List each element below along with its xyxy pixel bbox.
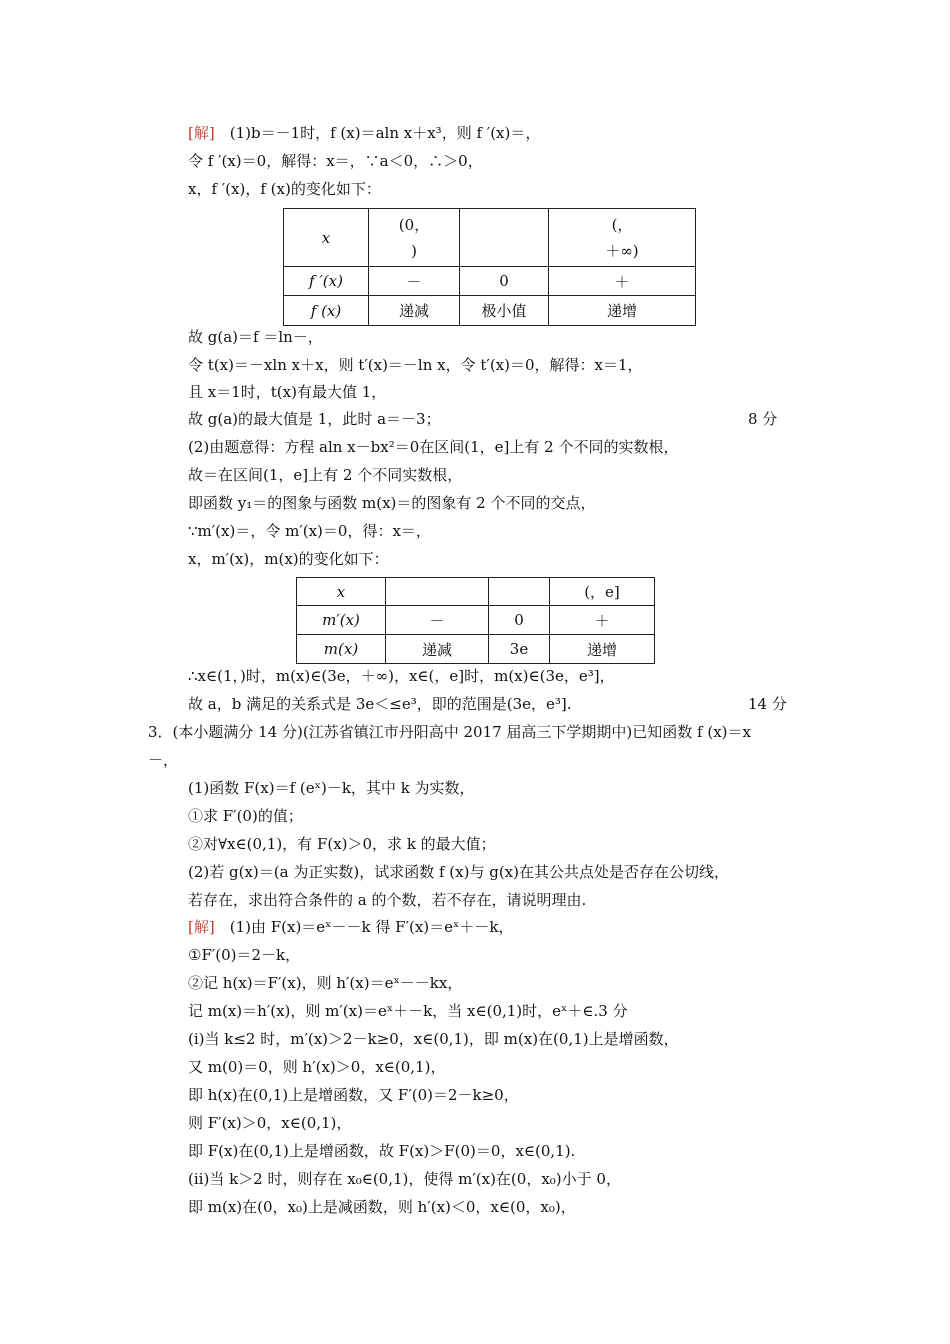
table-cell: f (x) [284,296,369,326]
solution-text: (1)由 F(x)＝eˣ－－k 得 F′(x)＝eˣ＋－k， [214,918,514,936]
solution-tag: [解] [188,124,215,142]
table-cell: 0 [460,267,549,296]
question-line: (1)函数 F(x)＝f (eˣ)－k，其中 k 为实数， [188,779,475,797]
question-3-heading-cont: －， [148,751,179,769]
solution-line-3: x，f ′(x)，f (x)的变化如下： [188,180,381,198]
table-cell: － [386,606,489,635]
table-row [297,578,655,606]
table-row [297,635,655,664]
solution-text: (1)b＝－1时，f (x)＝aln x＋x³，则 f ′(x)＝， [214,124,541,142]
question-line: (2)若 g(x)＝(a 为正实数)，试求函数 f (x)与 g(x)在其公共点处是否存在公切线， [188,863,729,881]
table-cell [386,578,489,606]
table-cell: 递减 [369,296,460,326]
table-cell: 递减 [386,635,489,664]
question-line: ②对∀x∈(0,1)，有 F(x)＞0，求 k 的最大值； [188,835,496,853]
table-cell [489,578,550,606]
table-row [297,606,655,635]
variation-table-1 [283,208,696,326]
table-cell: m′(x) [297,606,386,635]
solution-line: 即 h(x)在(0,1)上是增函数，又 F′(0)＝2－k≥0， [188,1086,519,1104]
solution-line: 则 F′(x)＞0，x∈(0,1)， [188,1114,352,1132]
table-cell: f ′(x) [284,267,369,296]
table-row [284,267,696,296]
table-cell: 3e [489,635,550,664]
score-mark: 14 分 [748,695,787,713]
table-row [284,209,696,267]
solution-line: x，m′(x)，m(x)的变化如下： [188,550,389,568]
solution-tag: [解] [188,918,215,936]
solution-line-1 [188,122,540,144]
table-cell: (， ＋∞) [549,209,696,267]
solution-line: 故 a，b 满足的关系式是 3e＜≤e³，即的范围是(3e，e³]. [188,695,572,713]
solution-line: 故 g(a)＝f ＝ln－， [188,328,323,346]
table-cell: m(x) [297,635,386,664]
score-mark: 8 分 [748,410,778,428]
solution-line: (ⅱ)当 k＞2 时，则存在 x₀∈(0,1)，使得 m′(x)在(0，x₀)小于 0， [188,1170,621,1188]
question-line: 若存在，求出符合条件的 a 的个数，若不存在，请说明理由. [188,891,587,909]
table-cell [460,209,549,267]
solution-line: (2)由题意得：方程 aln x－bx²＝0在区间(1，e]上有 2 个不同的实数根， [188,438,679,456]
solution-line: 令 t(x)＝－xln x＋x，则 t′(x)＝－ln x，令 t′(x)＝0，解得：x＝1， [188,356,643,374]
table-cell: 递增 [549,296,696,326]
solution-line: 且 x＝1时，t(x)有最大值 1， [188,383,387,401]
table-cell: (，e] [550,578,655,606]
table-cell: (0， ) [369,209,460,267]
solution-line: 记 m(x)＝h′(x)，则 m′(x)＝eˣ＋－k，当 x∈(0,1)时，eˣ＋∈.3 分 [188,1002,628,1020]
solution-line: 故＝在区间(1，e]上有 2 个不同实数根， [188,466,463,484]
question-3-heading: 3．(本小题满分 14 分)(江苏省镇江市丹阳高中 2017 届高三下学期期中)已知函数 f (x)＝x [148,723,751,741]
solution-line: ②记 h(x)＝F′(x)，则 h′(x)＝eˣ－－kx， [188,974,463,992]
solution-line: 又 m(0)＝0，则 h′(x)＞0，x∈(0,1)， [188,1058,446,1076]
table-cell: 递增 [550,635,655,664]
solution-line: ∴x∈(1，)时，m(x)∈(3e，＋∞)，x∈(，e]时，m(x)∈(3e，e³]， [188,667,615,685]
solution-line: (ⅰ)当 k≤2 时，m′(x)＞2－k≥0，x∈(0,1)，即 m(x)在(0,1)上是增函数， [188,1030,679,1048]
solution-line-2: 令 f ′(x)＝0，解得：x＝，∵a＜0，∴＞0， [188,152,483,170]
solution-line: 即函数 y₁＝的图象与函数 m(x)＝的图象有 2 个不同的交点， [188,494,596,512]
table-cell: x [284,209,369,267]
solution-line: ∵m′(x)＝，令 m′(x)＝0，得：x＝， [188,522,431,540]
table-cell: x [297,578,386,606]
question-line: ①求 F′(0)的值； [188,807,303,825]
solution-line: 故 g(a)的最大值是 1，此时 a＝－3； [188,410,441,428]
solution-line: 即 F(x)在(0,1)上是增函数，故 F(x)＞F(0)＝0，x∈(0,1). [188,1142,576,1160]
solution-line: 即 m(x)在(0，x₀)上是减函数，则 h′(x)＜0，x∈(0，x₀)， [188,1198,576,1216]
solution-line [188,916,513,938]
table-cell: ＋ [549,267,696,296]
table-cell: 0 [489,606,550,635]
table-cell: － [369,267,460,296]
table-row [284,296,696,326]
solution-line: ①F′(0)＝2－k， [188,946,301,964]
table-cell: 极小值 [460,296,549,326]
variation-table-2 [296,577,655,664]
table-cell: ＋ [550,606,655,635]
